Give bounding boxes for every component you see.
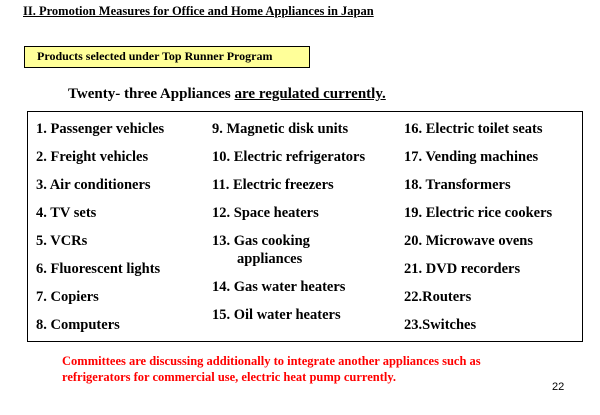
list-item: 10. Electric refrigerators <box>212 149 366 165</box>
list-column-2 <box>212 120 365 324</box>
list-item: 19. Electric rice cookers <box>404 205 553 221</box>
note-line-2: refrigerators for commercial use, electric heat pump currently. <box>62 369 397 384</box>
list-item: 1. Passenger vehicles <box>36 121 165 137</box>
list-item: 5. VCRs <box>36 233 88 249</box>
list-item: 15. Oil water heaters <box>212 307 341 323</box>
list-item: 2. Freight vehicles <box>36 149 149 165</box>
note-line-1: Committees are discussing additionally to integrate another appliances such as <box>62 354 481 368</box>
list-item: 11. Electric freezers <box>212 177 334 193</box>
list-item: 3. Air conditioners <box>36 177 151 193</box>
list-item: 18. Transformers <box>404 177 511 193</box>
list-column-1 <box>36 120 164 334</box>
appliance-list <box>27 111 583 342</box>
headline-prefix: Twenty- three Appliances <box>68 86 235 102</box>
list-item: 12. Space heaters <box>212 205 319 221</box>
list-item: 13. Gas cooking <box>212 233 310 249</box>
list-item: 17. Vending machines <box>404 149 539 165</box>
page-number: 22 <box>552 381 565 393</box>
list-item: 20. Microwave ovens <box>404 233 533 249</box>
list-item: 4. TV sets <box>36 205 97 221</box>
committee-note <box>62 354 481 385</box>
list-item: 22.Routers <box>404 289 472 305</box>
list-item: 7. Copiers <box>36 289 99 305</box>
list-item-continuation: appliances <box>237 251 303 267</box>
list-item: 14. Gas water heaters <box>212 279 346 295</box>
list-item: 9. Magnetic disk units <box>212 121 349 137</box>
list-item: 23.Switches <box>404 317 477 333</box>
program-tag: Products selected under Top Runner Program <box>24 46 310 68</box>
section-title: II. Promotion Measures for Office and Home Appliances in Japan <box>23 4 374 18</box>
list-item: 16. Electric toilet seats <box>404 121 543 137</box>
headline <box>68 86 386 103</box>
list-item: 21. DVD recorders <box>404 261 521 277</box>
list-column-3 <box>404 120 552 334</box>
list-item: 8. Computers <box>36 317 120 333</box>
headline-underlined: are regulated currently. <box>234 86 386 102</box>
list-item: 6. Fluorescent lights <box>36 261 161 277</box>
